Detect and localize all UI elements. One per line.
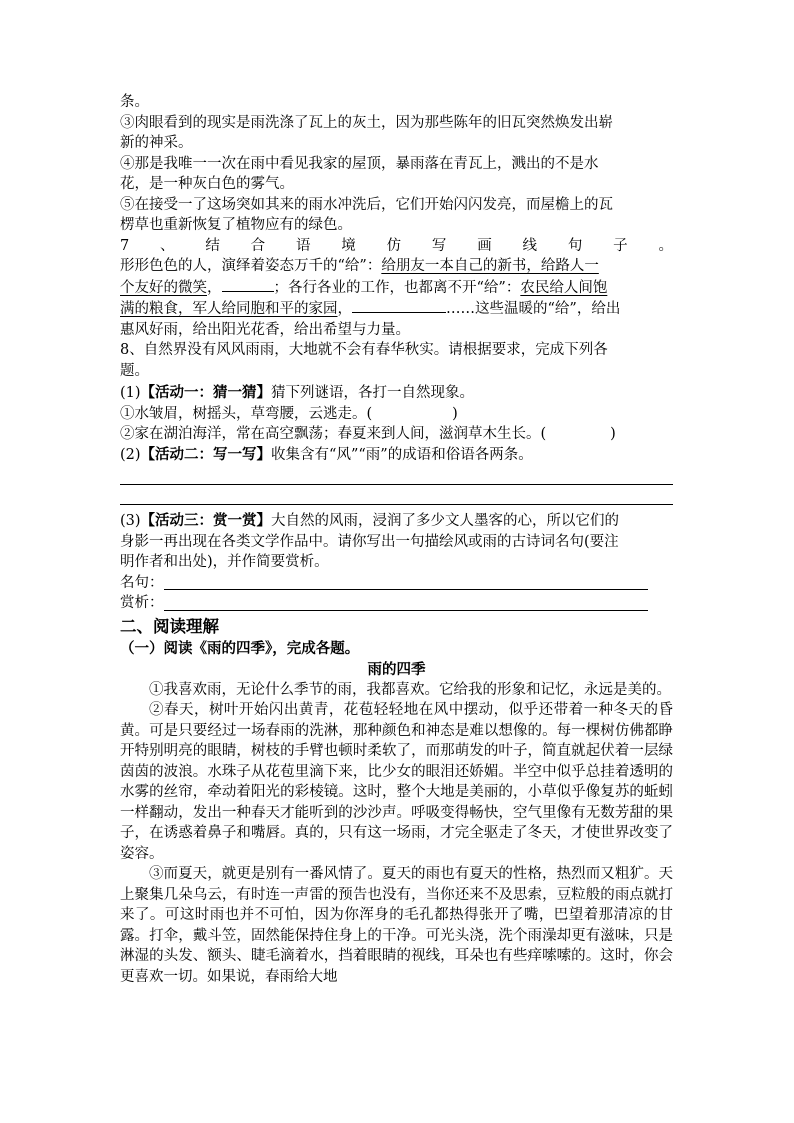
quote-label: 名句：: [120, 574, 164, 591]
text-line: ⑤在接受一了这场突如其来的雨水冲洗后，它们开始闪闪发亮，而屋檐上的瓦: [120, 196, 613, 213]
question-7-heading: 7 、 结 合 语 境 仿 写 画 线 句 子 。: [120, 237, 673, 254]
activity-1: (1)【活动一：猜一猜】猜下列谜语，各打一自然现象。: [120, 384, 475, 401]
question-8-intro: 题。: [120, 362, 149, 379]
text-line: ③肉眼看到的现实是雨洗涤了瓦上的灰土，因为那些陈年的旧瓦突然焕发出崭: [120, 114, 613, 131]
article-paragraph: ②春天，树叶开始闪出黄青，花苞轻轻地在风中摆动，似乎还带着一种冬天的昏黄。可是只要经过一场春雨的洗淋，那种颜色和神态是难以想像的。每一棵树仿佛都睁开特别明亮的眼睛，树枝的手臂也顿时柔软了，而那萌发的叶子，简直就起伏着一层绿茵茵的波浪。水珠子从花苞里滴下来，比少女的眼泪还娇媚。半空中似乎总挂着透明的水雾的丝帘，牵动着阳光的彩棱镜。这时，整个大地是美丽的，小草似乎像复苏的蚯蚓一样翻动，发出一种春天才能听到的沙沙声。呼吸变得畅快，空气里像有无数芳甜的果子，在诱惑着鼻子和嘴唇。真的，只有这一场雨，才完全驱走了冬天，才使世界改变了姿容。: [120, 702, 673, 862]
riddle-2: ②家在湖泊海洋，常在高空飘荡；春夏来到人间，滋润草木生长。( ): [120, 426, 616, 442]
comment-input-line[interactable]: [164, 596, 648, 611]
activity-3-line: 身影一再出现在各类文学作品中。请你写出一句描绘风或雨的古诗词名句(要注: [120, 533, 619, 550]
underlined-sentence: 个友好的微笑: [120, 279, 207, 296]
activity-2: (2)【活动二：写一写】收集含有“风”“雨”的成语和俗语各两条。: [120, 445, 533, 463]
text-line: 花，是一种灰白色的雾气。: [120, 176, 294, 192]
question-7-line: 个友好的微笑， ；各行各业的工作，也都离不开“给”：农民给人间饱: [120, 277, 673, 299]
activity-3-line: 明作者和出处)，并作简要赏析。: [120, 554, 329, 570]
answer-blank[interactable]: [352, 298, 446, 313]
quote-input-line[interactable]: [164, 575, 648, 590]
underlined-sentence: 给朋友一本自己的新书，给路人一: [381, 258, 599, 274]
underlined-sentence: 农民给人间饱: [520, 279, 608, 296]
answer-blank[interactable]: [222, 277, 274, 292]
comment-label: 赏析：: [120, 595, 164, 611]
answer-line[interactable]: [120, 485, 673, 505]
answer-line[interactable]: [120, 465, 673, 485]
article-paragraph: ①我喜欢雨，无论什么季节的雨，我都喜欢。它给我的形象和记忆，永远是美的。: [149, 681, 671, 698]
section-heading: 二、阅读理解: [120, 616, 219, 636]
underlined-sentence: 满的粮食，军人给同胞和平的家园: [120, 301, 338, 317]
quote-row: [120, 573, 673, 594]
text-line: 新的神采。: [120, 135, 193, 151]
article-title: 雨的四季: [367, 660, 426, 678]
text-line: 楞草也重新恢复了植物应有的绿色。: [120, 217, 352, 233]
comment-row: [120, 593, 673, 614]
document-page: [120, 92, 673, 987]
activity-3: (3)【活动三：赏一赏】大自然的风雨，浸润了多少文人墨客的心，所以它们的: [120, 512, 620, 529]
question-7-line: 满的粮食，军人给同胞和平的家园， ……这些温暖的“给”，给出: [120, 298, 673, 320]
question-7-line: 形形色色的人，演绎着姿态万千的“给”：给朋友一本自己的新书，给路人一: [120, 258, 599, 274]
text-line: 条。: [120, 94, 149, 110]
article-paragraph: ③而夏天，就更是别有一番风情了。夏天的雨也有夏天的性格，热烈而又粗犷。天上聚集几朵乌云，有时连一声雷的预告也没有，当你还来不及思索，豆粒般的雨点就打来了。可这时雨也并不可怕，因为你浑身的毛孔都热得张开了嘴，巴望着那清凉的甘露。打伞，戴斗笠，固然能保持住身上的干净。可光头浇，洗个雨澡却更有滋味，只是淋湿的头发、额头、睫毛滴着水，挡着眼睛的视线，耳朵也有些痒嗦嗦的。这时，你会更喜欢一切。如果说，春雨给大地: [120, 866, 673, 985]
subsection-heading: （一）阅读《雨的四季》，完成各题。: [120, 639, 360, 657]
question-8-intro: 8、自然界没有风风雨雨，大地就不会有春华秋实。请根据要求，完成下列各: [120, 342, 608, 358]
riddle-1: ①水皱眉，树摇头，草弯腰，云逃走。( ): [120, 405, 458, 422]
question-7-line: 惠风好雨，给出阳光花香，给出希望与力量。: [120, 321, 410, 338]
text-line: ④那是我唯一一次在雨中看见我家的屋顶，暴雨落在青瓦上，溅出的不是水: [120, 155, 599, 172]
